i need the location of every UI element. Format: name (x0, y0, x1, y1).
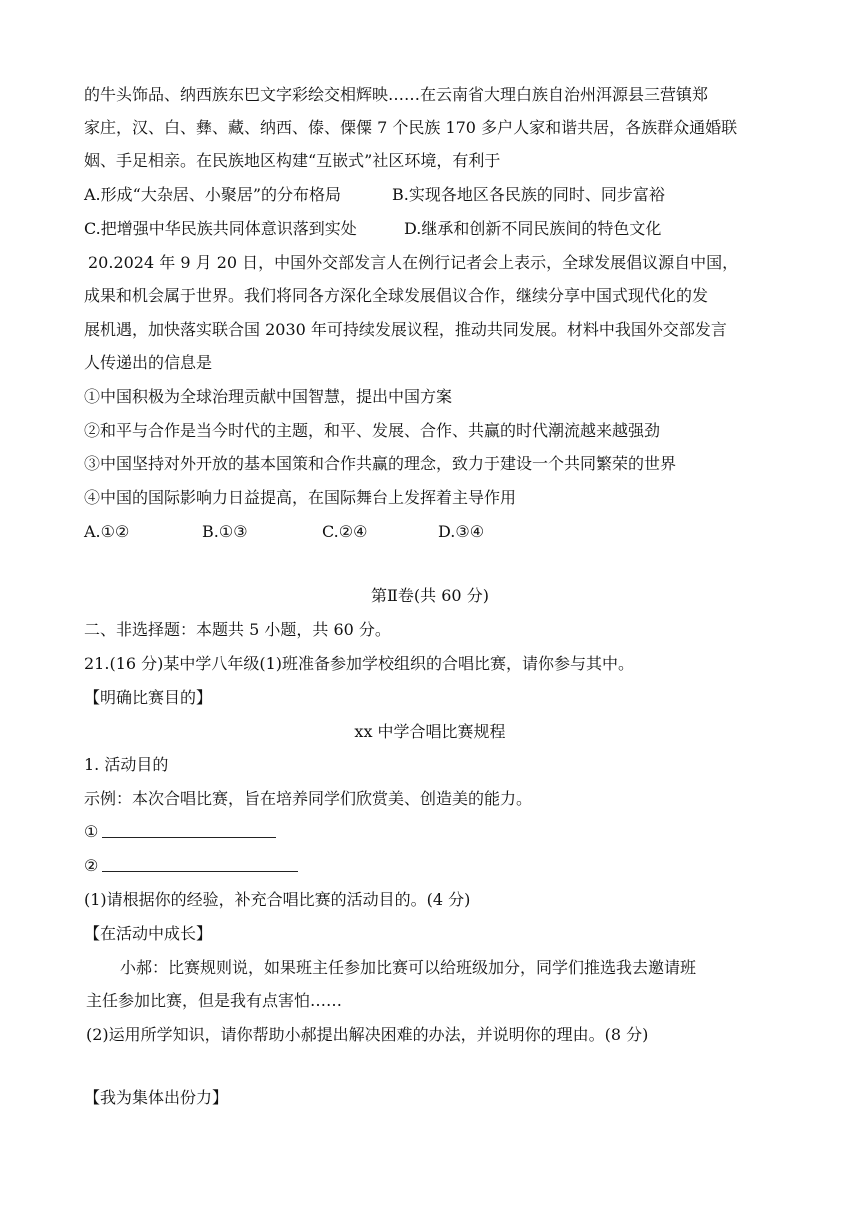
q21-story-line-2: 主任参加比赛，但是我有点害怕…… (86, 991, 343, 1010)
q20-statement-4: ④中国的国际影响力日益提高，在国际舞台上发挥着主导作用 (84, 488, 517, 507)
q20-line-4: 人传递出的信息是 (84, 353, 213, 372)
q21-regulation-title: xx 中学合唱比赛规程 (354, 722, 506, 741)
q21-blank-2 (84, 855, 298, 877)
q20-option-d: D.③④ (438, 522, 485, 541)
q19-line-1: 的牛头饰品、纳西族东巴文字彩绘交相辉映……在云南省大理白族自治州洱源县三营镇郑 (84, 85, 709, 104)
q21-example: 示例：本次合唱比赛，旨在培养同学们欣赏美、创造美的能力。 (84, 789, 533, 808)
q19-option-a: A.形成“大杂居、小聚居”的分布格局 (84, 185, 342, 204)
q21-subquestion-2: (2)运用所学知识，请你帮助小郝提出解决困难的办法，并说明你的理由。(8 分) (86, 1025, 649, 1044)
q21-heading-purpose: 【明确比赛目的】 (84, 688, 213, 707)
q20-statement-1: ①中国积极为全球治理贡献中国智慧，提出中国方案 (84, 387, 453, 406)
q21-heading-contribute: 【我为集体出份力】 (84, 1088, 229, 1107)
q21-blank-2-label: ② (84, 856, 99, 875)
q21-item-purpose: 1. 活动目的 (84, 755, 169, 774)
q20-statement-2: ②和平与合作是当今时代的主题，和平、发展、合作、共赢的时代潮流越来越强劲 (84, 421, 661, 440)
q20-line-2: 成果和机会属于世界。我们将同各方深化全球发展倡议合作，继续分享中国式现代化的发 (84, 286, 709, 305)
q21-blank-1 (84, 821, 276, 843)
part2-title: 第Ⅱ卷(共 60 分) (371, 586, 489, 605)
q21-story-line-1: 小郝：比赛规则说，如果班主任参加比赛可以给班级加分，同学们推选我去邀请班 (120, 958, 697, 977)
q19-option-b: B.实现各地区各民族的同时、同步富裕 (392, 185, 665, 204)
q20-option-a: A.①② (84, 522, 130, 541)
q20-option-b: B.①③ (202, 522, 248, 541)
q19-option-d: D.继承和创新不同民族间的特色文化 (404, 219, 662, 238)
q19-line-2: 家庄，汉、白、彝、藏、纳西、傣、傈僳 7 个民族 170 多户人家和谐共居，各族群众通婚联 (84, 118, 738, 137)
q21-blank-2-line[interactable] (102, 861, 298, 872)
q21-heading-growth: 【在活动中成长】 (84, 924, 213, 943)
q20-line-3: 展机遇，加快落实联合国 2030 年可持续发展议程，推动共同发展。材料中我国外交部发言 (84, 320, 727, 339)
q21-stem: 21.(16 分)某中学八年级(1)班准备参加学校组织的合唱比赛，请你参与其中。 (84, 654, 635, 673)
q21-blank-1-label: ① (84, 822, 99, 841)
q19-line-3: 姻、手足相亲。在民族地区构建“互嵌式”社区环境，有利于 (84, 151, 501, 170)
q20-option-c: C.②④ (322, 522, 368, 541)
q21-subquestion-1: (1)请根据你的经验，补充合唱比赛的活动目的。(4 分) (84, 890, 471, 909)
q20-statement-3: ③中国坚持对外开放的基本国策和合作共赢的理念，致力于建设一个共同繁荣的世界 (84, 454, 677, 473)
q19-option-c: C.把增强中华民族共同体意识落到实处 (84, 219, 357, 238)
q21-blank-1-line[interactable] (102, 827, 276, 838)
q20-line-1: 20.2024 年 9 月 20 日，中国外交部发言人在例行记者会上表示，全球发展倡议源自中国， (88, 253, 739, 272)
part2-section-heading: 二、非选择题：本题共 5 小题，共 60 分。 (84, 620, 391, 639)
